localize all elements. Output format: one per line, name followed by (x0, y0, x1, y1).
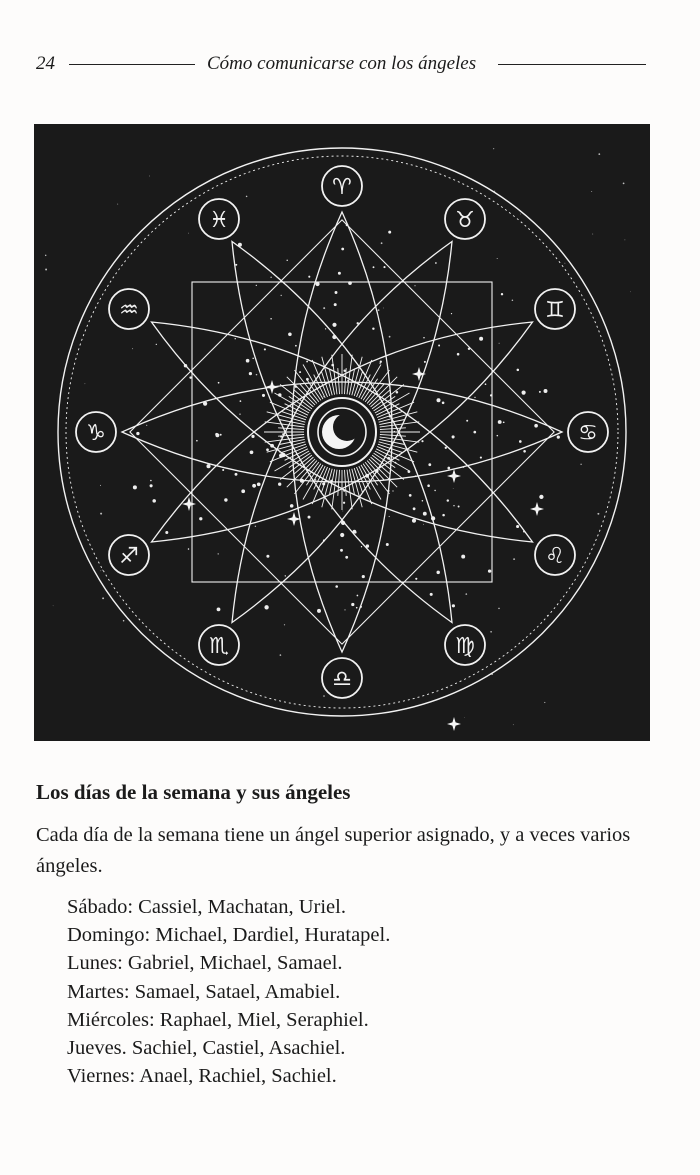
list-item: Sábado: Cassiel, Machatan, Uriel. (67, 896, 346, 918)
star (132, 348, 133, 349)
sun-ray (380, 435, 406, 437)
star (412, 519, 416, 523)
sun-ray (347, 355, 352, 395)
star (415, 578, 417, 580)
star (306, 361, 308, 363)
header-rule-left (69, 64, 195, 65)
svg-text:♉: ♉ (455, 208, 475, 233)
star (445, 447, 447, 449)
star (427, 484, 430, 487)
star (340, 533, 344, 537)
star (256, 285, 257, 286)
svg-text:♓: ♓ (209, 208, 229, 233)
star (332, 323, 336, 327)
star (591, 191, 592, 192)
star (580, 464, 581, 465)
aries-icon (322, 166, 362, 206)
running-head (36, 50, 646, 78)
star (246, 196, 248, 198)
star (421, 440, 423, 442)
sun-ray (345, 368, 347, 394)
star (280, 295, 281, 296)
star (380, 361, 382, 363)
star (447, 467, 450, 470)
zodiac-illustration (34, 124, 650, 741)
star (383, 266, 385, 268)
star (100, 570, 101, 571)
star (428, 463, 431, 466)
crescent-moon-icon (308, 398, 376, 466)
star (235, 264, 237, 266)
star (498, 608, 500, 610)
star (295, 345, 297, 347)
star (522, 391, 526, 395)
star (224, 498, 227, 501)
star (257, 482, 261, 486)
svg-text:♌: ♌ (545, 544, 565, 569)
list-item: Miércoles: Raphael, Miel, Seraphiel. (67, 1008, 369, 1031)
star (270, 277, 271, 278)
svg-text:♎: ♎ (332, 667, 352, 692)
star (338, 272, 341, 275)
sparkle-star (530, 502, 544, 516)
sun-ray (338, 470, 340, 496)
virgo-icon (445, 625, 485, 665)
star (146, 425, 147, 426)
star (435, 262, 437, 264)
star (592, 234, 593, 235)
star (340, 549, 343, 552)
star (452, 435, 455, 438)
sun-ray (278, 428, 304, 430)
star (100, 513, 102, 515)
star (423, 524, 424, 525)
star (85, 383, 86, 384)
header-rule-right (498, 64, 646, 65)
star (240, 400, 242, 402)
star (266, 555, 269, 558)
star (498, 420, 502, 424)
zodiac-wheel-svg (34, 124, 650, 741)
sun-ray (380, 428, 406, 430)
star (517, 369, 520, 372)
star (264, 348, 266, 350)
star (493, 148, 494, 149)
page-number: 24 (36, 53, 55, 74)
star (453, 488, 454, 489)
star (323, 307, 325, 309)
star (206, 464, 210, 468)
star (497, 258, 498, 259)
sun-ray (380, 437, 420, 442)
star (388, 231, 391, 234)
svg-text:♒: ♒ (119, 298, 139, 323)
star (436, 571, 439, 574)
star (485, 383, 487, 385)
days-angels-list (67, 893, 390, 1090)
star (361, 546, 362, 547)
sun-ray (265, 422, 305, 427)
star (372, 327, 374, 329)
list-item: Martes: Samael, Satael, Amabiel. (67, 980, 341, 1003)
star (45, 269, 47, 271)
star (423, 337, 424, 338)
star (513, 724, 514, 725)
list-item: Viernes: Anael, Rachiel, Sachiel. (67, 1065, 337, 1088)
star (630, 291, 631, 292)
star (342, 511, 343, 512)
cancer-icon (568, 412, 608, 452)
star (278, 483, 281, 486)
star (196, 440, 198, 442)
sparkle-star (447, 717, 461, 731)
star (251, 435, 254, 438)
star (544, 389, 548, 393)
capricorn-icon (76, 412, 116, 452)
star (317, 609, 321, 613)
star (499, 343, 500, 344)
star (270, 318, 272, 320)
star (341, 248, 344, 251)
intro-paragraph: Cada día de la semana tiene un ángel superior asignado, y a veces varios ángeles. (36, 824, 631, 877)
leo-icon (535, 535, 575, 575)
star (473, 431, 476, 434)
sun-ray (347, 470, 352, 510)
star (565, 263, 566, 264)
star (165, 531, 168, 534)
svg-text:♍: ♍ (455, 634, 475, 659)
star (453, 505, 454, 506)
star (423, 512, 427, 516)
star (299, 371, 301, 373)
star (598, 153, 600, 155)
star (544, 702, 545, 703)
star (430, 593, 433, 596)
star (123, 620, 125, 622)
star (345, 556, 348, 559)
sun-ray (332, 470, 337, 510)
star (442, 402, 445, 405)
star (156, 344, 157, 345)
star (465, 593, 467, 595)
star (252, 358, 253, 359)
star (461, 555, 465, 559)
star (199, 517, 202, 520)
star (343, 502, 345, 504)
star (235, 473, 238, 476)
star (520, 214, 521, 215)
sun-ray (278, 435, 304, 437)
star (222, 469, 224, 471)
star (516, 525, 519, 528)
star (266, 448, 269, 451)
sun-ray (265, 437, 305, 442)
star (218, 553, 219, 554)
star (451, 313, 452, 314)
svg-text:♐: ♐ (119, 544, 139, 569)
star (597, 513, 599, 515)
star (45, 255, 46, 256)
star (381, 242, 383, 244)
star (519, 440, 522, 443)
running-title: Cómo comunicarse con los ángeles (207, 53, 477, 74)
pisces-icon (199, 199, 239, 239)
star (217, 608, 221, 612)
scorpio-icon (199, 625, 239, 665)
star (474, 397, 475, 398)
star (539, 391, 541, 393)
star (290, 504, 294, 508)
star (308, 516, 311, 519)
star (458, 506, 460, 508)
star (335, 585, 338, 588)
star (100, 485, 101, 486)
list-item: Domingo: Michael, Dardiel, Huratapel. (67, 924, 391, 947)
star (351, 603, 354, 606)
svg-text:♑: ♑ (86, 421, 106, 446)
star (625, 240, 626, 241)
star (188, 233, 189, 234)
section-heading: Los días de la semana y sus ángeles (36, 780, 351, 804)
star (246, 359, 250, 363)
star (389, 516, 390, 517)
star (523, 450, 526, 453)
star (354, 531, 356, 533)
star (497, 435, 499, 437)
star (501, 293, 503, 295)
star (434, 490, 435, 491)
star (422, 500, 424, 502)
star (218, 382, 220, 384)
star (264, 605, 268, 609)
star (378, 309, 380, 311)
star (133, 485, 137, 489)
star (136, 432, 139, 435)
sparkle-star (447, 469, 461, 483)
sun-ray (338, 368, 340, 394)
star (215, 433, 218, 436)
star (285, 575, 286, 576)
star (490, 631, 492, 633)
star (255, 526, 256, 527)
star (512, 300, 514, 302)
sun-ray (380, 422, 420, 427)
star (152, 499, 156, 503)
star (102, 597, 104, 599)
star (325, 328, 326, 329)
star (241, 489, 245, 493)
star (438, 345, 440, 347)
star (284, 624, 285, 625)
star (386, 543, 389, 546)
star (466, 420, 468, 422)
libra-icon (322, 658, 362, 698)
star (357, 595, 359, 597)
star (239, 413, 240, 414)
star (479, 337, 483, 341)
star (220, 434, 222, 436)
star (534, 424, 538, 428)
star (389, 336, 391, 338)
star (150, 484, 153, 487)
svg-text:♊: ♊ (545, 298, 565, 323)
sun-ray (345, 470, 347, 496)
taurus-icon (445, 199, 485, 239)
star (488, 569, 491, 572)
star (335, 291, 338, 294)
star (249, 372, 252, 375)
star (413, 507, 416, 510)
star (494, 191, 495, 192)
sparkle-star (182, 497, 196, 511)
star (334, 303, 337, 306)
star (288, 333, 292, 337)
star (442, 514, 445, 517)
star (539, 495, 543, 499)
aquarius-icon (109, 289, 149, 329)
star (447, 499, 449, 501)
star (457, 353, 460, 356)
star (557, 436, 560, 439)
star (280, 654, 282, 656)
star (464, 717, 465, 718)
star (149, 176, 150, 177)
star (414, 285, 415, 286)
star (356, 607, 358, 609)
star (362, 575, 365, 578)
svg-text:♏: ♏ (209, 634, 229, 659)
star (117, 204, 118, 205)
star (235, 338, 236, 339)
star (53, 605, 54, 606)
star (513, 558, 515, 560)
star (252, 484, 256, 488)
star (383, 308, 384, 309)
star (323, 695, 325, 697)
star (409, 494, 412, 497)
list-item: Jueves. Sachiel, Castiel, Asachiel. (67, 1037, 346, 1060)
gemini-icon (535, 289, 575, 329)
svg-text:♈: ♈ (332, 175, 352, 200)
star (188, 548, 190, 550)
star (436, 398, 440, 402)
sagittarius-icon (109, 535, 149, 575)
star (503, 421, 505, 423)
star (424, 361, 426, 363)
star (392, 490, 393, 491)
star (286, 260, 287, 261)
star (452, 604, 455, 607)
star (344, 609, 345, 610)
star (256, 374, 258, 376)
svg-text:♋: ♋ (578, 421, 598, 446)
star (262, 394, 265, 397)
list-item: Lunes: Gabriel, Michael, Samael. (67, 952, 343, 975)
star (308, 276, 310, 278)
star (480, 457, 482, 459)
star (150, 480, 152, 482)
star (250, 450, 254, 454)
star (623, 183, 625, 185)
sun-ray (332, 355, 337, 395)
star (373, 266, 375, 268)
star (396, 391, 399, 394)
